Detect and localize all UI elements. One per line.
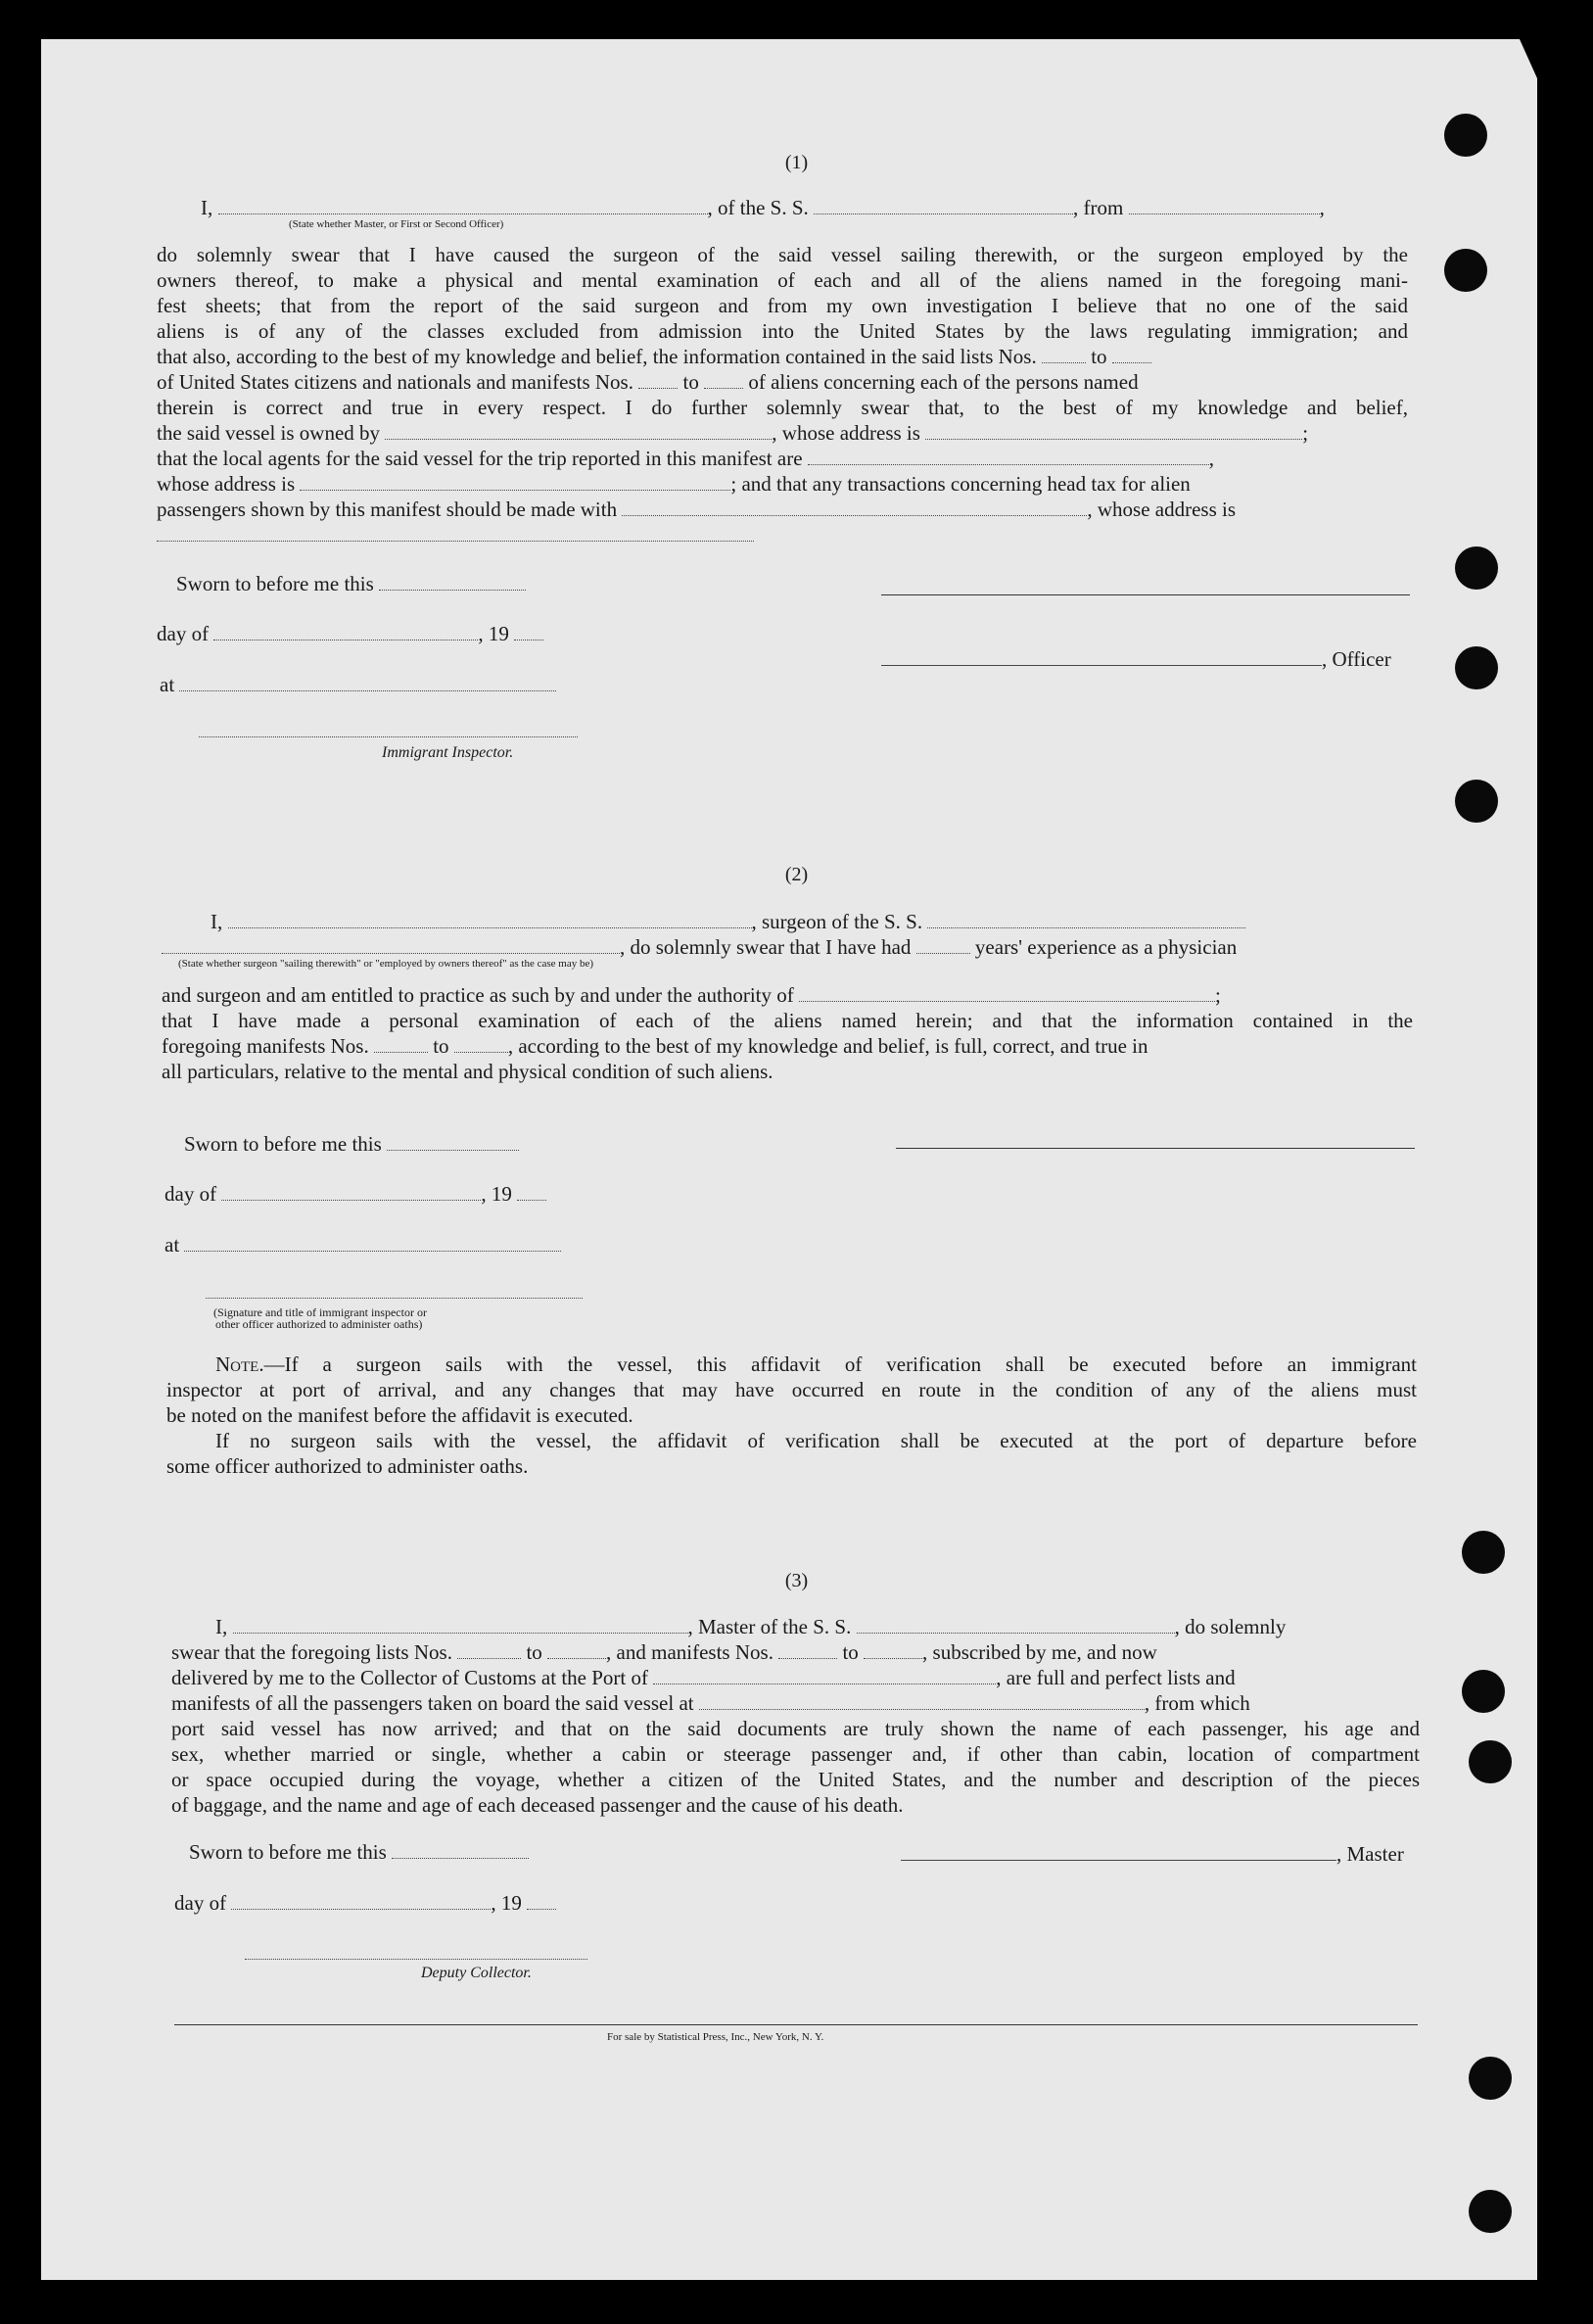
s1-line-9: that the local agents for the said vessel for the trip reported in this manifest are ,	[157, 447, 1215, 470]
address-blank	[157, 541, 754, 542]
s2-caption: (State whether surgeon "sailing therewith" or "employed by owners thereof" as the case may be)	[178, 958, 594, 970]
footer-imprint: For sale by Statistical Press, Inc., New York, N. Y.	[607, 2031, 824, 2043]
s3-line-4: manifests of all the passengers taken on board the said vessel at , from which	[171, 1691, 1250, 1715]
s1-line-1: do solemnly swear that I have caused the surgeon of the said vessel sailing therewith, or the surgeon employed by the	[157, 243, 1408, 266]
s1-inspector-label: Immigrant Inspector.	[382, 744, 514, 761]
s3-line-5: port said vessel has now arrived; and that on the said documents are truly shown the name of each passenger, his age and	[171, 1717, 1420, 1740]
s1-line-8: the said vessel is owned by , whose address is ;	[157, 421, 1309, 445]
s2-at: at	[164, 1232, 561, 1257]
punch-hole	[1455, 546, 1498, 590]
s1-line-7: therein is correct and true in every respect. I do further solemnly swear that, to the best of my knowledge and belief,	[157, 396, 1408, 419]
s3-line-2: swear that the foregoing lists Nos. to , and manifests Nos. to , subscribed by me, and now	[171, 1640, 1157, 1664]
s3-deputy-label: Deputy Collector.	[421, 1965, 532, 1981]
note-line-1: Note.—If a surgeon sails with the vessel, this affidavit of verification shall be executed before an immigrant	[215, 1352, 1417, 1376]
s3-line-6: sex, whether married or single, whether a cabin or steerage passenger and, if other than cabin, location of compartment	[171, 1742, 1420, 1766]
section-1-number: (1)	[784, 152, 809, 173]
role-caption: (State whether Master, or First or Second Officer)	[289, 218, 504, 230]
s3-day-of: day of , 19	[174, 1890, 556, 1916]
punch-hole	[1469, 1740, 1512, 1783]
s1-sworn: Sworn to before me this	[176, 571, 526, 596]
s1-line-6: of United States citizens and nationals and manifests Nos. to of aliens concerning each of the persons named	[157, 370, 1139, 394]
note-line-5: some officer authorized to administer oaths.	[166, 1454, 529, 1478]
s2-sig-line	[206, 1298, 583, 1299]
s2-sworn: Sworn to before me this	[184, 1131, 519, 1157]
s2-line-1: I, , surgeon of the S. S.	[211, 909, 1245, 934]
s2-line-6: all particulars, relative to the mental and physical condition of such aliens.	[162, 1060, 773, 1083]
note-line-2: inspector at port of arrival, and any changes that may have occurred en route in the condition of any of the aliens must	[166, 1378, 1417, 1401]
s1-officer-line: , Officer	[881, 646, 1391, 672]
s2-sig-caption-1: (Signature and title of immigrant inspector or	[213, 1305, 427, 1319]
section-3-number: (3)	[784, 1570, 809, 1591]
section-2-number: (2)	[784, 864, 809, 885]
s1-line-5: that also, according to the best of my knowledge and belief, the information contained in the said lists Nos. to	[157, 344, 1151, 369]
s1-line-10: whose address is ; and that any transactions concerning head tax for alien	[157, 472, 1191, 496]
punch-hole	[1462, 1670, 1505, 1713]
s3-deputy-line	[245, 1959, 587, 1960]
s2-line-5: foregoing manifests Nos. to , according to the best of my knowledge and belief, is full, correct, and true in	[162, 1034, 1148, 1058]
punch-hole	[1455, 780, 1498, 823]
punch-hole	[1455, 646, 1498, 689]
s3-sworn: Sworn to before me this	[189, 1839, 529, 1865]
s3-line-7: or space occupied during the voyage, whether a citizen of the United States, and the number and description of the pieces	[171, 1768, 1420, 1791]
s2-sig-caption-2: other officer authorized to administer oaths)	[215, 1317, 423, 1331]
note-line-4: If no surgeon sails with the vessel, the affidavit of verification shall be executed at the port of departure before	[215, 1429, 1417, 1452]
punch-hole	[1462, 1531, 1505, 1574]
s3-line-8: of baggage, and the name and age of each deceased passenger and the cause of his death.	[171, 1793, 904, 1817]
s2-signature-line	[896, 1148, 1415, 1149]
s2-line-2: , do solemnly swear that I have had years' experience as a physician	[162, 934, 1237, 960]
punch-hole	[1444, 249, 1487, 292]
punch-hole	[1469, 2057, 1512, 2100]
s2-line-3: and surgeon and am entitled to practice as such by and under the authority of ;	[162, 983, 1221, 1007]
s2-line-4: that I have made a personal examination of each of the aliens named herein; and that the information contained in the	[162, 1009, 1413, 1032]
s3-master-line: , Master	[901, 1841, 1404, 1867]
s1-day-of: day of , 19	[157, 621, 543, 646]
section-1-header-line: I, , of the S. S. , from ,	[201, 196, 1325, 219]
s3-line-1: I, , Master of the S. S. , do solemnly	[215, 1615, 1287, 1638]
punch-hole	[1469, 2190, 1512, 2233]
s1-line-3: fest sheets; that from the report of the said surgeon and from my own investigation I believe that no one of the said	[157, 294, 1408, 317]
s1-line-2: owners thereof, to make a physical and mental examination of each and all of the aliens named in the foregoing mani-	[157, 268, 1408, 292]
footer-rule	[174, 2024, 1418, 2025]
s1-line-4: aliens is of any of the classes excluded from admission into the United States by the laws regulating immigration; and	[157, 319, 1408, 343]
note-line-3: be noted on the manifest before the affidavit is executed.	[166, 1403, 633, 1427]
punch-hole	[1444, 114, 1487, 157]
s1-line-11: passengers shown by this manifest should be made with , whose address is	[157, 498, 1237, 521]
s3-line-3: delivered by me to the Collector of Customs at the Port of , are full and perfect lists and	[171, 1666, 1236, 1689]
s1-inspector-line	[199, 736, 578, 737]
s2-day-of: day of , 19	[164, 1181, 546, 1207]
s1-signature-line-top	[881, 594, 1410, 595]
s1-at: at	[160, 672, 556, 697]
